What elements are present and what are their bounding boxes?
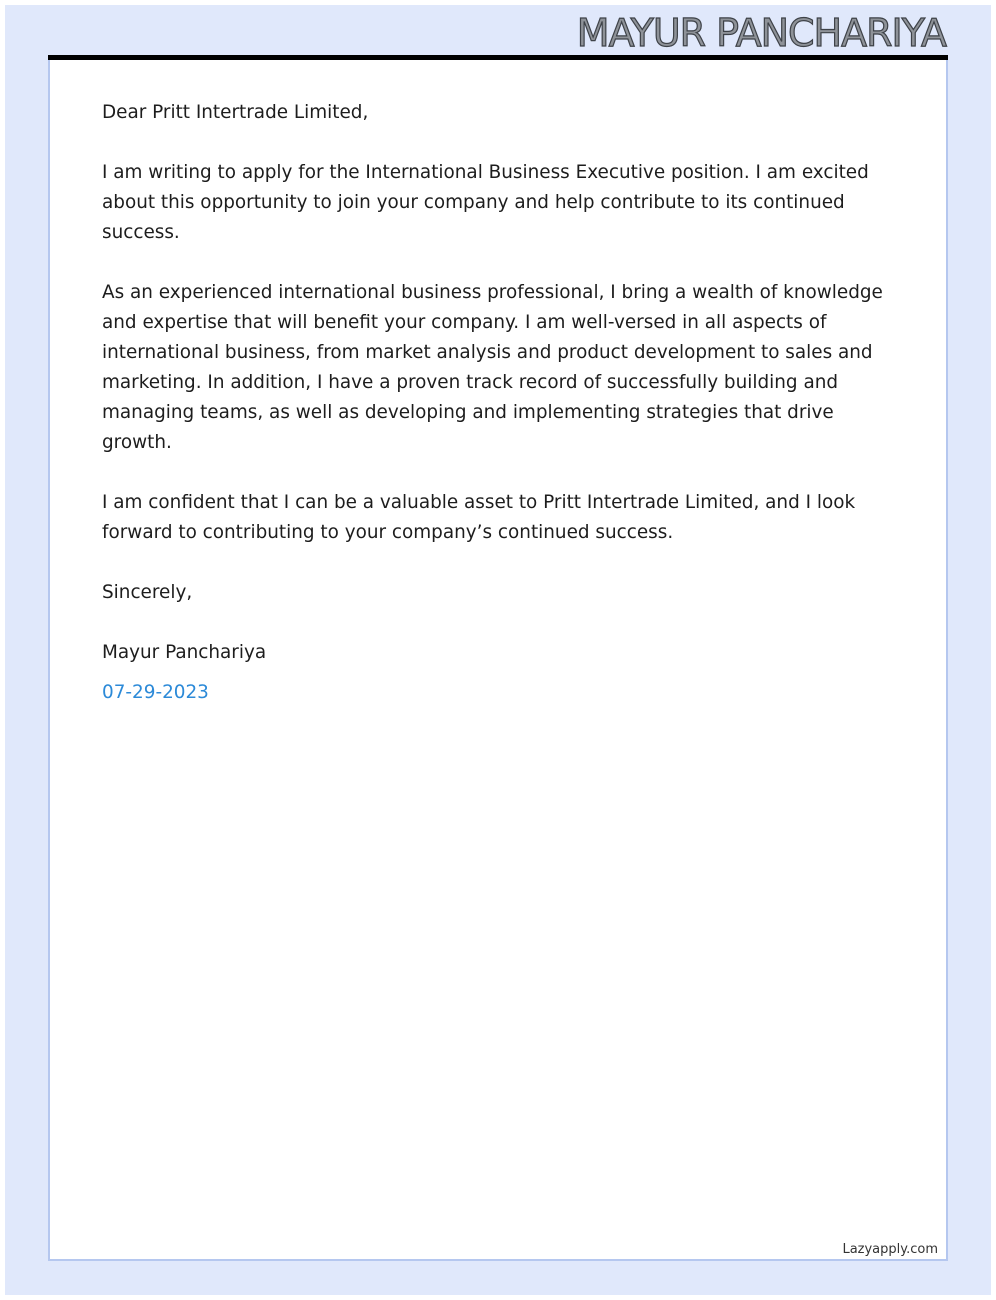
letter-sheet [48,60,948,1261]
letter-paragraph-3: I am confident that I can be a valuable asset to Pritt Intertrade Limited, and I look forward to contributing to your company’s continued success. [102,492,856,543]
letter-paragraph-1: I am writing to apply for the International Business Executive position. I am excited about this opportunity to join your company and help contribute to its continued success. [102,162,869,243]
letter-date: 07-29-2023 [102,682,209,703]
letter-paragraph-2: As an experienced international business professional, I bring a wealth of knowledge and expertise that will benefit your company. I am well-versed in all aspects of international business, from market analysis and product development to sales and marketing. In addition, I have a proven track record of successfully building and managing teams, as well as developing and implementing strategies that drive growth. [102,282,883,453]
applicant-name-header: MAYUR PANCHARIYA [576,11,946,55]
letter-body [102,98,902,708]
letter-signature: Mayur Panchariya [102,642,267,663]
letter-greeting: Dear Pritt Intertrade Limited, [102,102,369,123]
footer-watermark: Lazyapply.com [842,1242,938,1257]
letter-closing: Sincerely, [102,582,193,603]
